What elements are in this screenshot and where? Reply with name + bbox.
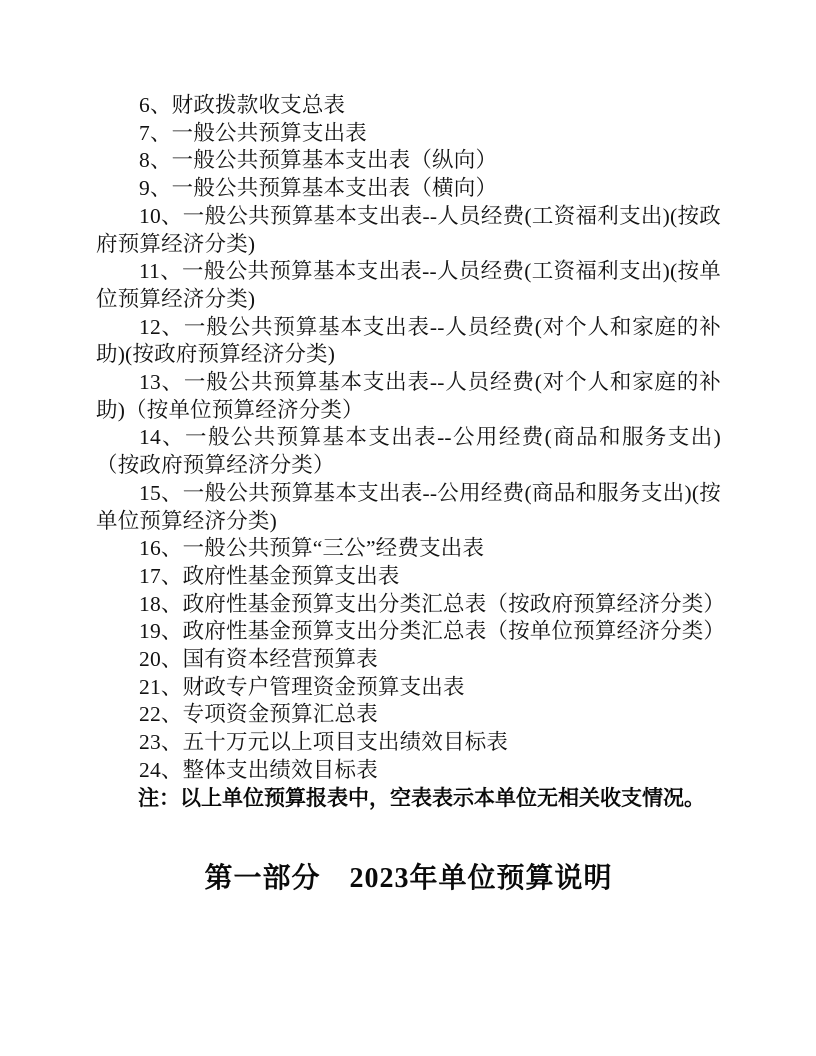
table-list-item: 10、一般公共预算基本支出表--人员经费(工资福利支出)(按政府预算经济分类)	[96, 203, 721, 256]
table-list-item: 17、政府性基金预算支出表	[139, 563, 400, 588]
note-text: 注：以上单位预算报表中，空表表示本单位无相关收支情况。	[138, 785, 705, 810]
table-list-item: 11、一般公共预算基本支出表--人员经费(工资福利支出)(按单位预算经济分类)	[96, 259, 721, 311]
table-list-item: 23、五十万元以上项目支出绩效目标表	[139, 730, 509, 755]
table-list-item: 21、财政专户管理资金预算支出表	[139, 674, 465, 699]
table-list-item: 7、一般公共预算支出表	[139, 120, 367, 145]
table-list-item: 24、整体支出绩效目标表	[139, 757, 378, 782]
table-list-item: 22、专项资金预算汇总表	[139, 702, 378, 727]
table-list-item: 19、政府性基金预算支出分类汇总表（按单位预算经济分类）	[139, 619, 726, 644]
table-list-item: 20、国有资本经营预算表	[139, 647, 378, 672]
table-list-item: 12、一般公共预算基本支出表--人员经费(对个人和家庭的补助)(按政府预算经济分类)	[96, 314, 721, 367]
table-list-item: 6、财政拨款收支总表	[139, 93, 346, 117]
table-list-item: 16、一般公共预算“三公”经费支出表	[139, 536, 485, 561]
page-content	[96, 92, 726, 898]
table-list-item: 9、一般公共预算基本支出表（横向）	[139, 176, 498, 201]
table-list-item: 18、政府性基金预算支出分类汇总表（按政府预算经济分类）	[139, 591, 726, 616]
table-list-item: 8、一般公共预算基本支出表（纵向）	[139, 148, 498, 173]
table-list-item: 13、一般公共预算基本支出表--人员经费(对个人和家庭的补助)（按单位预算经济分类）	[96, 370, 721, 422]
budget-table-list	[96, 92, 726, 785]
table-list-item: 14、一般公共预算基本支出表--公用经费(商品和服务支出)（按政府预算经济分类）	[96, 425, 721, 478]
table-list-item: 15、一般公共预算基本支出表--公用经费(商品和服务支出)(按单位预算经济分类)	[96, 480, 721, 533]
section-title: 第一部分 2023年单位预算说明	[204, 863, 613, 895]
